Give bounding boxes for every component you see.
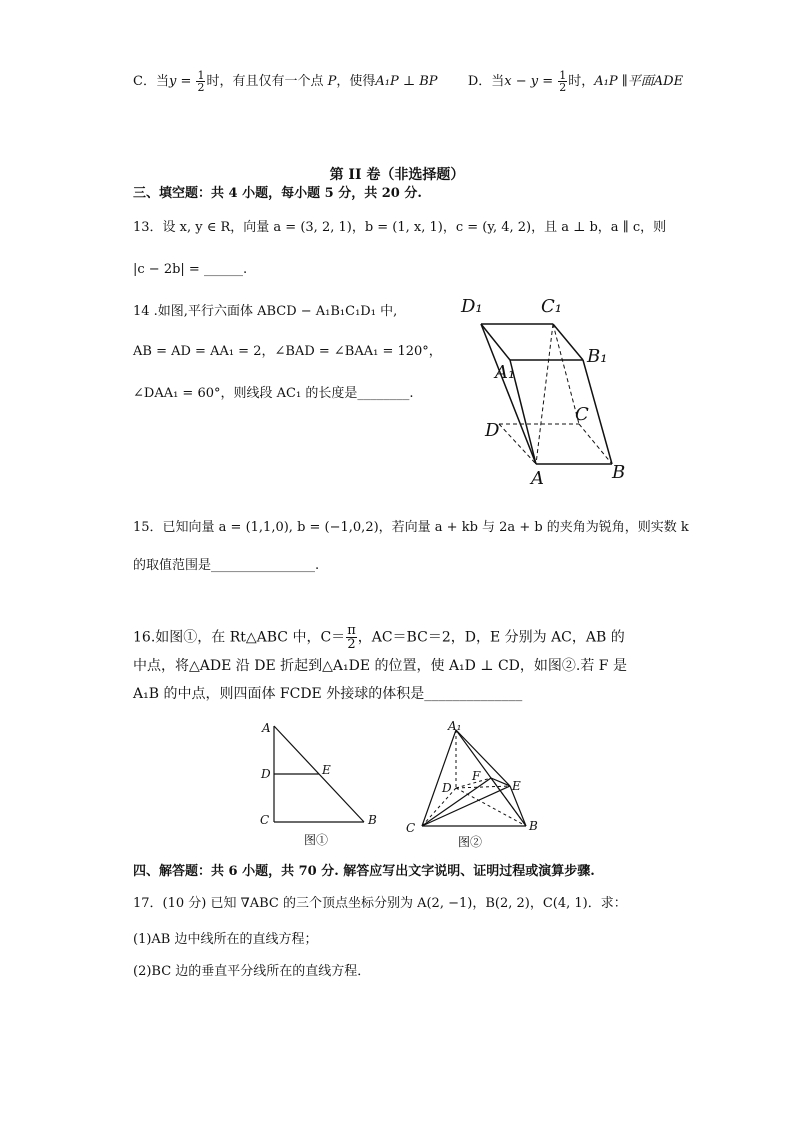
q12-d-eq: = <box>538 74 558 89</box>
section-title: 第 II 卷（非选择题） <box>329 167 465 183</box>
q16-line2: 中点，将△ADE 沿 DE 折起到△A₁DE 的位置，使 A₁D ⊥ CD，如图②.若 F 是 <box>133 658 627 674</box>
q12-d-text: 时， <box>568 74 595 89</box>
fig2-caption: 图② <box>458 835 483 849</box>
figure-1 <box>256 718 386 854</box>
part4-heading: 四、解答题：共 6 小题，共 70 分. 解答应写出文字说明、证明过程或演算步骤. <box>133 864 595 879</box>
q12-c-text: 时，有且仅有一个点 <box>206 74 324 89</box>
q17-line1: 17．(10 分) 已知 ∇ABC 的三个顶点坐标分别为 A(2, −1)，B(2, 2)，C(4, 1)．求： <box>133 896 627 911</box>
label-b: B <box>612 462 626 483</box>
fig2-label-c: C <box>406 821 416 835</box>
q16-pi-fraction: $\frac{\pi}{2}$ <box>347 623 356 652</box>
fig2-label-e: E <box>512 779 521 793</box>
label-b1: B₁ <box>587 346 608 367</box>
label-d1: D₁ <box>461 296 483 317</box>
part3-heading: 三、填空题：共 4 小题，每小题 5 分，共 20 分. <box>133 186 422 201</box>
fig2-label-a1: A₁ <box>448 719 462 733</box>
q12-d-plane: ADE <box>653 74 684 89</box>
q12-d-relation: A₁P ∥平面 <box>594 74 654 89</box>
q12-c-eq: = <box>176 74 196 89</box>
label-c: C <box>575 404 589 425</box>
q13-line1: 13．设 x, y ∈ R，向量 a = (3, 2, 1)，b = (1, x, 1)，c = (y, 4, 2)，且 a ⊥ b，a ∥ c，则 <box>133 220 667 235</box>
q15-line1: 15．已知向量 a = (1,1,0), b = (−1,0,2)，若向量 a + kb 与 2a + b 的夹角为锐角，则实数 k <box>133 520 689 535</box>
q16-line1-rest: ，AC＝BC＝2，D，E 分别为 AC，AB 的 <box>357 629 625 646</box>
q17-part2: (2)BC 边的垂直平分线所在的直线方程． <box>133 964 371 979</box>
fig1-label-d: D <box>261 767 271 781</box>
label-c1: C₁ <box>541 296 562 317</box>
q14-line1: 14 .如图,平行六面体 ABCD − A₁B₁C₁D₁ 中, <box>133 304 398 319</box>
q16-line1 <box>133 624 625 651</box>
q15-line2: 的取值范围是________________. <box>133 558 320 573</box>
q12-d-fraction: $\frac{1}{2}$ <box>559 69 567 94</box>
label-a1: A₁ <box>495 362 516 383</box>
fig1-label-c: C <box>260 813 270 827</box>
fig1-label-e: E <box>322 763 331 777</box>
fig1-label-b: B <box>368 813 377 827</box>
q12-c-p: P <box>327 74 337 89</box>
q16-line1-text: 16.如图①，在 Rt△ABC 中，C＝ <box>133 629 346 646</box>
label-a: A <box>531 468 544 488</box>
q12-c-prefix: C．当 <box>133 74 169 89</box>
fig2-label-f: F <box>472 769 481 783</box>
q16-line3: A₁B 的中点，则四面体 FCDE 外接球的体积是______________ <box>133 686 523 702</box>
parallelepiped-figure <box>455 288 635 488</box>
label-d: D <box>485 420 500 441</box>
fig2-label-d: D <box>442 781 452 795</box>
q12-d-var: x − y <box>504 74 539 89</box>
q12-c-relation: A₁P ⊥ BP <box>375 74 438 89</box>
q14-line2: AB = AD = AA₁ = 2，∠BAD = ∠BAA₁ = 120°， <box>133 344 442 359</box>
fig2-label-b: B <box>529 819 538 833</box>
q12-c-fraction: $\frac{1}{2}$ <box>197 69 205 94</box>
q12-c-text2: ，使得 <box>336 74 376 89</box>
fig1-caption: 图① <box>304 833 329 847</box>
q12-c-var: y <box>168 74 177 89</box>
q17-part1: (1)AB 边中线所在的直线方程； <box>133 932 318 947</box>
q14-line3: ∠DAA₁ = 60°，则线段 AC₁ 的长度是________. <box>133 386 414 401</box>
q13-line2: |c − 2b| = ______. <box>133 262 248 277</box>
q12-d-prefix: D．当 <box>467 74 505 89</box>
q12-options <box>133 70 683 93</box>
fig1-label-a: A <box>262 721 271 735</box>
figure-2 <box>402 716 552 856</box>
